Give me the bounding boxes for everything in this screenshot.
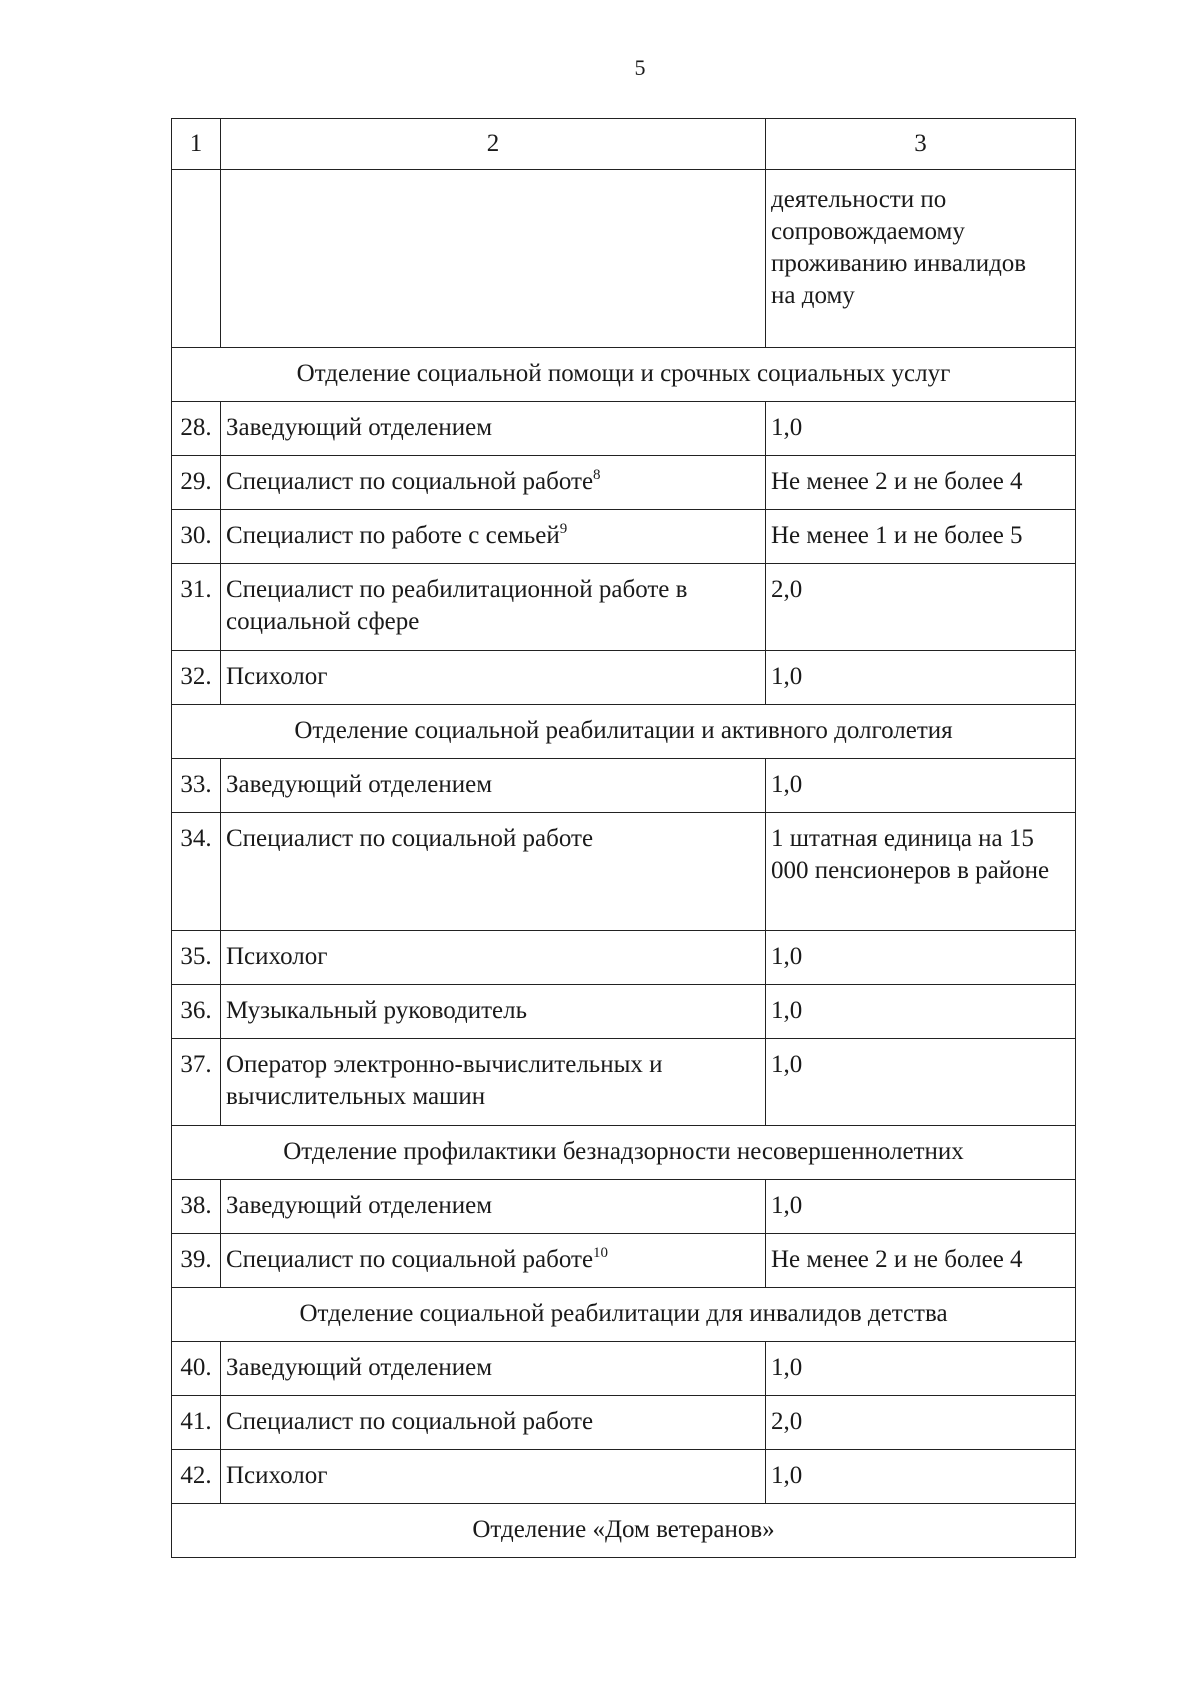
footnote-marker: 9	[559, 521, 568, 537]
position-name: Специалист по социальной работе	[226, 468, 594, 495]
table-row	[172, 931, 1076, 985]
section-row	[172, 348, 1076, 402]
row-number: 34.	[172, 813, 221, 931]
position-cell	[221, 1396, 766, 1450]
position-name: Заведующий отделением	[226, 414, 493, 441]
footnote-marker: 8	[593, 467, 601, 483]
value-cell: 1 штатная единица на 15 000 пенсионеров в районе	[766, 813, 1076, 931]
value-cell: 2,0	[766, 1396, 1076, 1450]
table-row	[172, 1450, 1076, 1504]
position-cell	[221, 985, 766, 1039]
value-cell: Не менее 2 и не более 4	[766, 456, 1076, 510]
table-row	[172, 985, 1076, 1039]
footnote-marker: 10	[593, 1245, 609, 1261]
section-title: Отделение «Дом ветеранов»	[172, 1504, 1076, 1558]
section-row	[172, 1126, 1076, 1180]
section-row	[172, 1288, 1076, 1342]
row-number: 31.	[172, 564, 221, 651]
position-cell	[221, 1180, 766, 1234]
continuation-value-cell	[766, 170, 1076, 348]
continuation-position-cell	[221, 170, 766, 348]
position-name: Заведующий отделением	[226, 1192, 493, 1219]
position-cell	[221, 564, 766, 651]
value-cell: 1,0	[766, 1039, 1076, 1126]
table-row	[172, 1039, 1076, 1126]
position-cell	[221, 813, 766, 931]
position-name: Заведующий отделением	[226, 771, 493, 798]
position-cell	[221, 456, 766, 510]
position-name: Специалист по социальной работе	[226, 825, 594, 852]
value-cell: 1,0	[766, 1450, 1076, 1504]
value-cell: 1,0	[766, 985, 1076, 1039]
position-name: Музыкальный руководитель	[226, 997, 528, 1024]
position-cell	[221, 651, 766, 705]
table-row	[172, 1342, 1076, 1396]
row-number: 41.	[172, 1396, 221, 1450]
row-number: 29.	[172, 456, 221, 510]
table-row	[172, 759, 1076, 813]
staff-table	[171, 118, 1076, 1558]
position-name: Психолог	[226, 943, 328, 970]
row-number: 37.	[172, 1039, 221, 1126]
row-number: 28.	[172, 402, 221, 456]
position-cell	[221, 1234, 766, 1288]
table-row	[172, 564, 1076, 651]
table-row	[172, 1234, 1076, 1288]
continuation-line: проживанию инвалидов	[771, 250, 1027, 277]
value-cell: Не менее 1 и не более 5	[766, 510, 1076, 564]
position-cell	[221, 931, 766, 985]
position-name: Заведующий отделением	[226, 1354, 493, 1381]
value-cell: Не менее 2 и не более 4	[766, 1234, 1076, 1288]
header-col-2: 2	[221, 119, 766, 170]
position-name: Специалист по социальной работе	[226, 1408, 594, 1435]
position-cell	[221, 759, 766, 813]
row-number: 35.	[172, 931, 221, 985]
table-row	[172, 651, 1076, 705]
section-title: Отделение социальной помощи и срочных социальных услуг	[172, 348, 1076, 402]
table-row	[172, 813, 1076, 931]
table-row	[172, 1180, 1076, 1234]
position-cell	[221, 1450, 766, 1504]
position-cell	[221, 510, 766, 564]
value-cell: 1,0	[766, 931, 1076, 985]
value-cell: 1,0	[766, 402, 1076, 456]
row-number: 38.	[172, 1180, 221, 1234]
value-cell: 1,0	[766, 1342, 1076, 1396]
position-cell	[221, 402, 766, 456]
position-name: Психолог	[226, 1462, 328, 1489]
row-number: 39.	[172, 1234, 221, 1288]
section-title: Отделение профилактики безнадзорности несовершеннолетних	[172, 1126, 1076, 1180]
table-header-row	[172, 119, 1076, 170]
position-cell	[221, 1039, 766, 1126]
table-row	[172, 1396, 1076, 1450]
position-cell	[221, 1342, 766, 1396]
continuation-line: сопровождаемому	[771, 218, 965, 245]
position-name: Специалист по работе с семьей	[226, 522, 560, 549]
table-row	[172, 456, 1076, 510]
header-col-1: 1	[172, 119, 221, 170]
continuation-line: деятельности по	[771, 186, 947, 213]
page-number: 5	[634, 55, 646, 80]
row-number: 30.	[172, 510, 221, 564]
position-name: Специалист по социальной работе	[226, 1246, 594, 1273]
section-row	[172, 705, 1076, 759]
continuation-line: на дому	[771, 282, 855, 309]
value-cell: 1,0	[766, 651, 1076, 705]
value-cell: 1,0	[766, 759, 1076, 813]
section-title: Отделение социальной реабилитации и активного долголетия	[172, 705, 1076, 759]
position-name: Оператор электронно-вычислительных и вычислительных машин	[226, 1051, 663, 1110]
value-cell: 2,0	[766, 564, 1076, 651]
row-number: 32.	[172, 651, 221, 705]
row-number: 33.	[172, 759, 221, 813]
row-number: 40.	[172, 1342, 221, 1396]
row-number: 42.	[172, 1450, 221, 1504]
position-name: Психолог	[226, 663, 328, 690]
continuation-row	[172, 170, 1076, 348]
table-row	[172, 402, 1076, 456]
value-cell: 1,0	[766, 1180, 1076, 1234]
table-row	[172, 510, 1076, 564]
section-title: Отделение социальной реабилитации для инвалидов детства	[172, 1288, 1076, 1342]
position-name: Специалист по реабилитационной работе в социальной сфере	[226, 576, 688, 635]
row-number: 36.	[172, 985, 221, 1039]
continuation-num-cell	[172, 170, 221, 348]
header-col-3: 3	[766, 119, 1076, 170]
section-row	[172, 1504, 1076, 1558]
sections-body	[172, 348, 1076, 1558]
